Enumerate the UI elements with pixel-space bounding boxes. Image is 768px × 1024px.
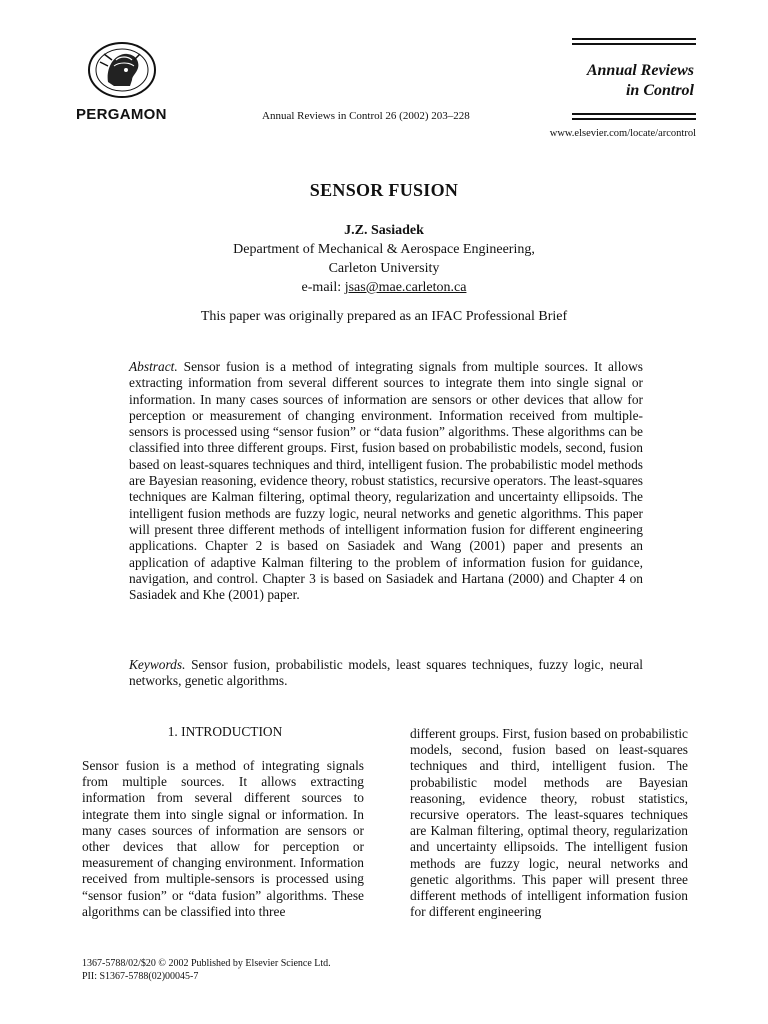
section-heading: 1. INTRODUCTION (167, 724, 283, 739)
author-email-line (0, 278, 768, 297)
abstract-text: Sensor fusion is a method of integrating signals from multiple sources. It allows extracting information from several different sources to integrate them into single signal or information. In many cases sources of information are sensors or other devices that allow for perception or measurement of changing environment. Information received from multiple-sensors is processed using “sensor fusion” or “data fusion” algorithms. These algorithms can be classified into three different groups. First, fusion based on probabilistic models, second, fusion based on least-squares techniques and third, intelligent fusion. The probabilistic model methods are Bayesian reasoning, evidence theory, robust statistics, recursive operators. The least-squares techniques are Kalman filtering, optimal theory, regularization and uncertainty ellipsoids. The intelligent fusion methods are fuzzy logic, neural networks and genetic algorithms. This paper will present three different methods of intelligent information fusion for different engineering applications. Chapter 2 is based on Sasiadek and Wang (2001) paper and presents an application of adaptive Kalman filtering to the problem of information fusion for guidance, navigation, and control. Chapter 3 is based on Sasiadek and Hartana (2000) and Chapter 4 on Sasiadek and Khe (2001) paper. (129, 359, 643, 603)
publisher-logo-icon (86, 40, 158, 100)
journal-masthead (572, 38, 696, 120)
masthead-rule-top (572, 38, 696, 40)
journal-citation: Annual Reviews in Control 26 (2002) 203–228 (262, 110, 470, 122)
masthead-rule-top-2 (572, 43, 696, 45)
author-name: J.Z. Sasiadek (344, 223, 424, 238)
abstract (129, 359, 643, 603)
journal-url[interactable]: www.elsevier.com/locate/arcontrol (549, 128, 696, 139)
keywords-text: Sensor fusion, probabilistic models, least squares techniques, fuzzy logic, neural networks, genetic algorithms. (129, 657, 643, 689)
author-email-link[interactable]: jsas@mae.carleton.ca (344, 280, 467, 295)
journal-title (572, 61, 694, 101)
journal-title-line1: Annual Reviews (586, 62, 694, 79)
email-label: e-mail: (301, 280, 345, 295)
pii-line: PII: S1367-5788(02)00045-7 (82, 971, 199, 982)
copyright-footer (82, 957, 331, 983)
masthead-rule-bottom (572, 113, 696, 115)
keywords (129, 657, 643, 690)
paper-note: This paper was originally prepared as an IFAC Professional Brief (200, 309, 568, 324)
intro-right-column: different groups. First, fusion based on probabilistic models, second, fusion based on least-squares techniques and third, intelligent fusion. The probabilistic model methods are Bayesian reasoning, evidence theory, robust statistics, recursive operators. The least-squares techniques are Kalman filtering, optimal theory, regularization and uncertainty ellipsoids. The intelligent fusion methods are fuzzy logic, neural networks and genetic algorithms. This paper will present three different methods of intelligent information fusion for different engineering (410, 726, 688, 920)
author-university: Carleton University (328, 261, 440, 276)
author-department: Department of Mechanical & Aerospace Engineering, (233, 242, 535, 257)
journal-title-line2: in Control (625, 82, 694, 99)
paper-title: SENSOR FUSION (309, 180, 459, 200)
intro-left-column: Sensor fusion is a method of integrating signals from multiple sources. It allows extracting information from several different sources to integrate them into single signal or information. In many cases sources of information are sensors or other devices that allow for perception or measurement of changing environment. Information received from multiple-sensors is processed using “sensor fusion” or “data fusion” algorithms. These algorithms can be classified into three (82, 758, 364, 919)
abstract-label: Abstract. (129, 359, 178, 374)
copyright-line: 1367-5788/02/$20 © 2002 Published by Elsevier Science Ltd. (82, 958, 331, 969)
keywords-label: Keywords. (129, 657, 186, 672)
publisher-name: PERGAMON (76, 106, 167, 123)
author-block (0, 221, 768, 297)
masthead-rule-bottom-2 (572, 118, 696, 120)
